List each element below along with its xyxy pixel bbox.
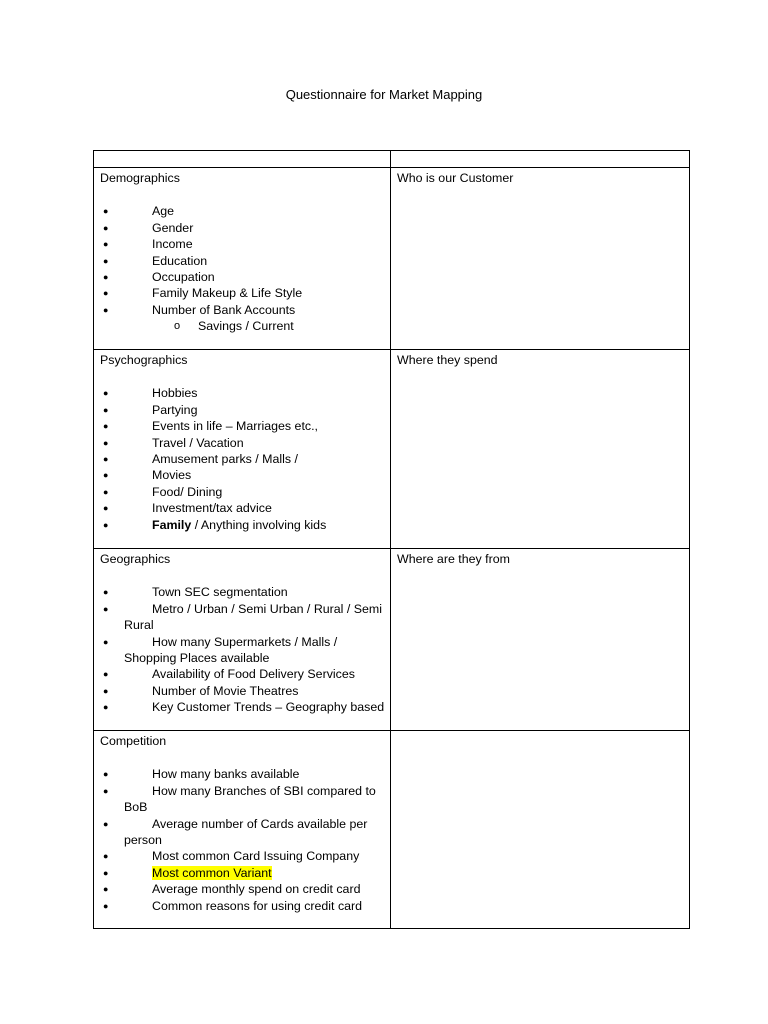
bullet-list: [100, 766, 386, 914]
list-item: ● Average monthly spend on credit card: [103, 882, 361, 897]
questionnaire-table: [93, 150, 690, 929]
bullet-icon: ●: [103, 404, 109, 415]
header-cell-left: [94, 151, 391, 168]
section-cell-demographics: [94, 168, 391, 350]
list-item: ● Family Makeup & Life Style: [103, 286, 303, 301]
bullet-list: [100, 385, 386, 533]
list-item: ● Number of Bank Accounts: [103, 302, 296, 317]
page-title: Questionnaire for Market Mapping: [285, 87, 483, 102]
list-item: ● Number of Movie Theatres: [103, 683, 299, 698]
list-item: ● Most common Card Issuing Company: [103, 849, 360, 864]
section-heading: Demographics: [100, 171, 180, 185]
bullet-icon: ●: [103, 636, 109, 647]
bullet-icon: ●: [103, 818, 109, 829]
bullet-icon: ●: [103, 685, 109, 696]
list-item: ● Investment/tax advice: [103, 501, 272, 516]
list-item: ● Gender: [103, 220, 194, 235]
section-row-competition: [94, 731, 690, 929]
sub-list-item: o Savings / Current: [174, 319, 294, 334]
section-row-geographics: [94, 549, 690, 731]
list-item: ● Family / Anything involving kids: [103, 517, 327, 532]
list-item: ● How many banks available: [103, 767, 300, 782]
bullet-icon: ●: [103, 288, 109, 299]
section-row-demographics: [94, 168, 690, 350]
bullet-icon: ●: [103, 255, 109, 266]
list-item: ● Travel / Vacation: [103, 435, 244, 450]
bullet-icon: ●: [103, 884, 109, 895]
list-item: ● Age: [103, 204, 175, 219]
question-heading: Who is our Customer: [397, 171, 514, 185]
list-item: ● Common reasons for using credit card: [103, 898, 363, 913]
list-item: ● Availability of Food Delivery Services: [103, 667, 355, 682]
question-cell-competition: [391, 731, 690, 929]
list-item: ● Town SEC segmentation: [103, 585, 288, 600]
bullet-icon: ●: [103, 206, 109, 217]
bullet-icon: ●: [103, 388, 109, 399]
list-item: ● Partying: [103, 402, 198, 417]
bullet-icon: ●: [103, 769, 109, 780]
section-cell-competition: [94, 731, 391, 929]
section-cell-geographics: [94, 549, 391, 731]
bullet-icon: ●: [103, 470, 109, 481]
list-item: ● Average number of Cards available per person: [103, 816, 368, 848]
bullet-list: [100, 203, 386, 318]
bullet-icon: ●: [103, 669, 109, 680]
bullet-icon: ●: [103, 454, 109, 465]
table-header-row: [94, 151, 690, 168]
bullet-icon: ●: [103, 437, 109, 448]
question-cell-psychographics: [391, 350, 690, 549]
bullet-icon: ●: [103, 603, 109, 614]
list-item: ● Events in life – Marriages etc.,: [103, 419, 318, 434]
header-cell-right: [391, 151, 690, 168]
list-item: ● Metro / Urban / Semi Urban / Rural / Semi Rural: [103, 601, 382, 633]
section-cell-psychographics: [94, 350, 391, 549]
section-heading: Geographics: [100, 552, 171, 566]
list-item: ● How many Branches of SBI compared to BoB: [103, 783, 376, 815]
list-item: ● Occupation: [103, 270, 215, 285]
list-item: ● Movies: [103, 468, 192, 483]
bullet-icon: ●: [103, 851, 109, 862]
question-heading: Where they spend: [397, 353, 498, 367]
question-heading: Where are they from: [397, 552, 510, 566]
list-item: ● Food/ Dining: [103, 484, 223, 499]
list-item: ● Hobbies: [103, 386, 198, 401]
bullet-icon: ●: [103, 900, 109, 911]
bullet-icon: ●: [103, 702, 109, 713]
circle-bullet-icon: o: [174, 320, 181, 333]
section-heading: Psychographics: [100, 353, 188, 367]
list-item: ● Key Customer Trends – Geography based: [103, 700, 385, 715]
bullet-icon: ●: [103, 785, 109, 796]
list-item: ● Education: [103, 253, 208, 268]
bullet-icon: ●: [103, 486, 109, 497]
list-item: ● Amusement parks / Malls /: [103, 452, 298, 467]
question-cell-geographics: [391, 549, 690, 731]
list-item: [100, 865, 386, 881]
bullet-icon: ●: [103, 239, 109, 250]
question-cell-demographics: [391, 168, 690, 350]
bullet-icon: ●: [103, 503, 109, 514]
bullet-icon: ●: [103, 519, 109, 530]
section-heading: Competition: [100, 734, 167, 748]
highlighted-text: Most common Variant: [152, 865, 272, 880]
bullet-list: [100, 584, 386, 715]
list-item: ● Income: [103, 237, 193, 252]
bullet-icon: ●: [103, 304, 109, 315]
bullet-icon: ●: [103, 272, 109, 283]
section-row-psychographics: [94, 350, 690, 549]
list-item: ● How many Supermarkets / Malls / Shopping Places available: [103, 634, 338, 666]
bullet-icon: ●: [103, 421, 109, 432]
bullet-icon: ●: [103, 587, 109, 598]
sub-bullet-list: [100, 318, 386, 334]
bullet-icon: ●: [103, 222, 109, 233]
bullet-icon: ●: [103, 867, 109, 878]
